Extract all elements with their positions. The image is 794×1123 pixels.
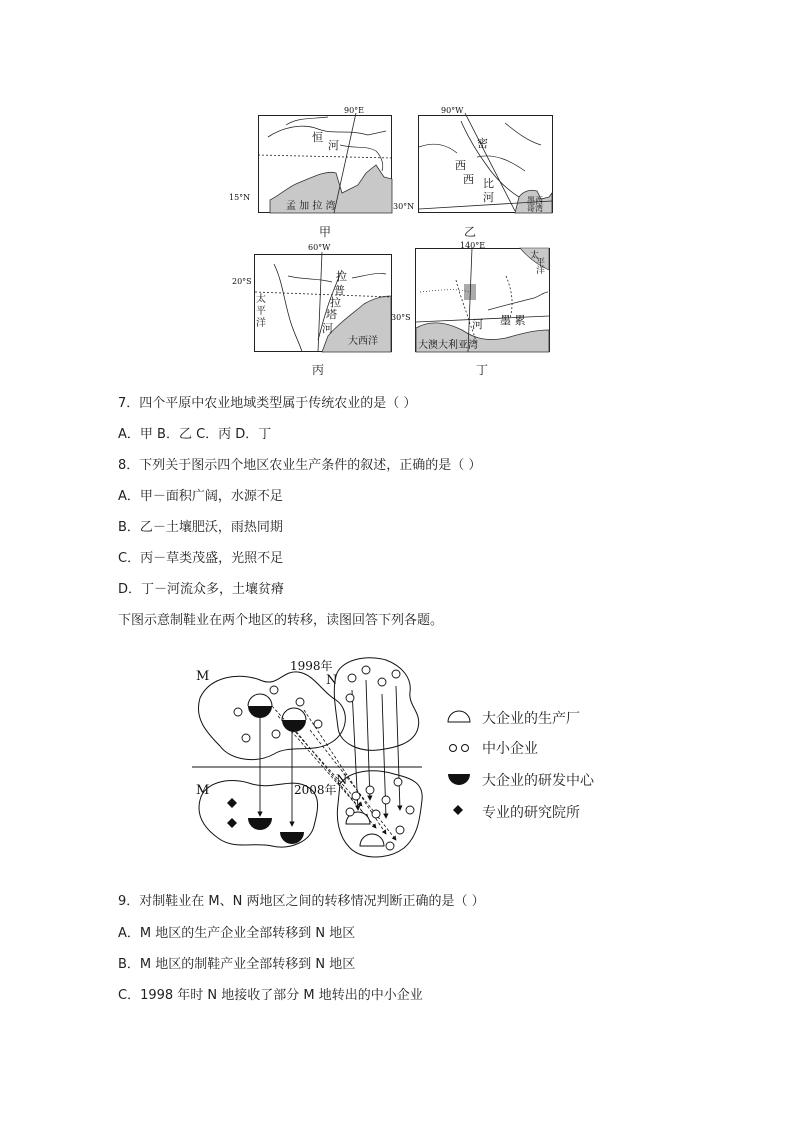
river-char-2: 普 [334,284,345,297]
meridian-label: 140°E [460,241,486,250]
q8-option-b: B．乙－土壤肥沃，雨热同期 [118,520,283,535]
parallel-label-ding: 30°S [391,313,411,322]
river-char-5: 河 [322,322,333,335]
map-ding [410,240,555,355]
river-char-1: 拉 [336,270,347,283]
river-char-3: 拉 [330,296,341,309]
map-bing [252,240,394,355]
q8-option-a: A．甲－面积广阔，水源不足 [118,489,283,504]
river-char-4: 比 [483,177,494,190]
q9-option-a: A．M 地区的生产企业全部转移到 N 地区 [118,926,356,941]
q8-option-c: C．丙－草类茂盛，光照不足 [118,551,284,566]
bay-label: 大澳大利亚湾 [418,340,478,351]
gulf-label-1: 墨西 [527,196,543,205]
m-label-top: M [196,669,210,684]
q8-stem: 8．下列关于图示四个地区农业生产条件的叙述，正确的是（ ） [118,458,482,473]
caption-yi: 乙 [463,225,476,239]
bay-label: 孟 加 拉 湾 [286,201,336,212]
river-label-left: 河 [472,318,483,331]
ocean-top-3: 洋 [536,266,546,276]
river-char-5: 河 [483,191,494,204]
gulf-label-2: 哥湾 [527,204,543,213]
q7-options: A．甲 B．乙 C．丙 D．丁 [118,427,272,442]
map-yi [415,105,555,215]
ocean-top-2: 平 [536,258,546,268]
legend-label-1: 大企业的生产厂 [482,711,580,727]
parallel-label-yi: 30°N [393,202,415,211]
ocean-left-2: 平 [256,306,266,317]
m-label-bottom: M [196,783,210,798]
caption-jia: 甲 [318,225,331,239]
intro-text: 下图示意制鞋业在两个地区的转移，读图回答下列各题。 [118,613,444,628]
ocean-left-1: 太 [256,294,266,305]
meridian-label: 60°W [308,243,331,252]
ocean-label: 大西洋 [348,336,378,347]
meridian-label: 90°E [344,106,365,115]
legend-label-4: 专业的研究院所 [482,805,580,821]
region-n-1998 [334,658,418,751]
ocean-top-1: 太 [530,251,540,261]
legend-label-2: 中小企业 [482,741,538,757]
caption-bing: 丙 [311,363,324,377]
q9-option-b: B．M 地区的制鞋产业全部转移到 N 地区 [118,957,356,972]
caption-ding: 丁 [475,363,488,377]
parallel-label-bing: 20°S [232,277,252,286]
parallel-label-jia: 15°N [229,193,251,202]
meridian-label: 90°W [441,106,464,115]
n-label-bottom: N [336,773,348,788]
q9-option-c: C．1998 年时 N 地接收了部分 M 地转出的中小企业 [118,988,423,1003]
diamond-icon [453,805,463,815]
river-char-1: 密 [477,137,488,150]
shoe-transfer-diagram [190,650,630,865]
river-char-4: 塔 [326,308,337,321]
year-bottom-label: 2008年 [294,783,337,797]
n-label-top: N [326,673,338,688]
rd-center-top-2 [282,720,306,732]
q8-option-d: D．丁－河流众多，土壤贫瘠 [118,582,285,597]
q9-stem: 9．对制鞋业在 M、N 两地区之间的转移情况判断正确的是（ ） [118,894,485,909]
year-top-label: 1998年 [290,659,333,673]
q7-stem: 7．四个平原中农业地域类型属于传统农业的是（ ） [118,396,417,411]
ocean-left-3: 洋 [256,318,266,329]
river-char-2: 河 [328,139,339,152]
river-char-1: 恒 [312,131,323,144]
legend-label-3: 大企业的研发中心 [482,773,594,789]
river-label-right: 墨 累 [500,314,526,327]
half-circle-filled-icon [448,774,470,785]
river-char-3: 西 [463,173,474,186]
rd-center-top-1 [248,706,272,718]
small-circles-icon [450,745,469,752]
river-char-2: 西 [455,159,466,172]
map-jia [258,105,393,215]
half-circle-outline-icon [448,711,470,722]
